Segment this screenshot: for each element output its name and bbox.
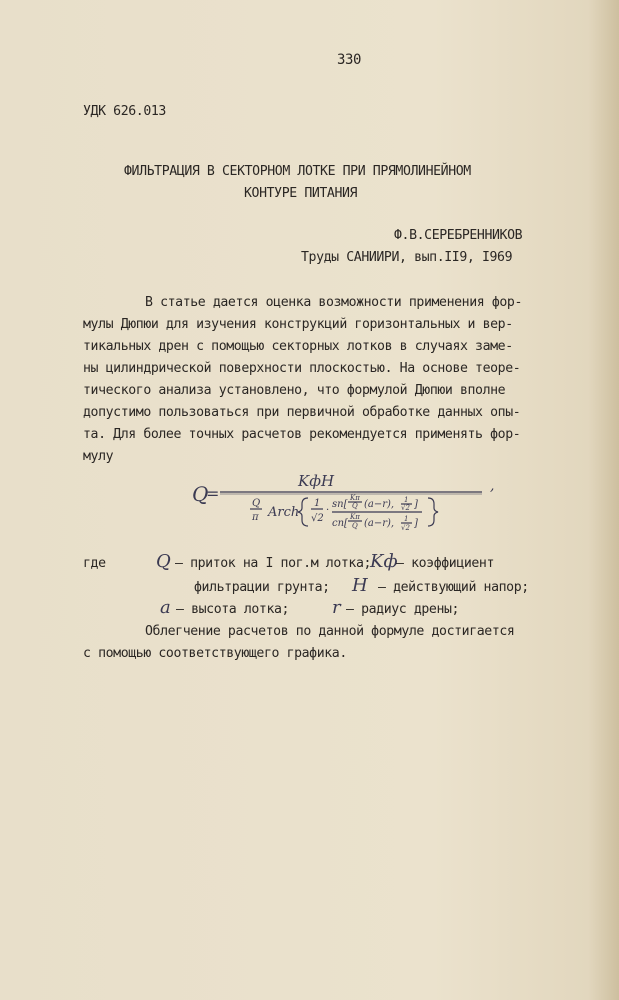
article-title-line-1: ФИЛЬТРАЦИЯ В СЕКТОРНОМ ЛОТКЕ ПРИ ПРЯМОЛИНЕЙНОМ [124, 164, 471, 179]
svg-text:=: = [206, 484, 220, 503]
abstract-line: мулы Дюпюи для изучения конструкций горизонтальных и вер- [83, 317, 513, 332]
definition-a: – высота лотка; [176, 602, 290, 617]
closing-line-2: с помощью соответствующего графика. [83, 646, 347, 661]
abstract-paragraph [83, 292, 593, 468]
dupuit-formula [190, 468, 510, 538]
page-number: 330 [337, 52, 362, 68]
svg-text:·: · [326, 505, 330, 516]
definition-h: – действующий напор; [378, 580, 529, 595]
svg-text:Kπ: Kπ [350, 494, 360, 502]
symbol-h: H [352, 575, 368, 596]
abstract-line: тического анализа установлено, что формулой Дюпюи вполне [83, 383, 506, 398]
article-title-line-2: КОНТУРЕ ПИТАНИЯ [244, 186, 358, 201]
svg-text:Q: Q [352, 522, 358, 530]
udc-code: УДК 626.013 [83, 104, 166, 119]
svg-text:Arch: Arch [268, 505, 300, 520]
abstract-line: мулу [83, 449, 114, 464]
svg-text:sn[: sn[ [332, 499, 348, 510]
svg-text:1: 1 [404, 496, 409, 504]
svg-text:(a−r),: (a−r), [364, 499, 395, 510]
formula-numerator: KфH [298, 472, 335, 490]
closing-line-1: Облегчение расчетов по данной формуле достигается [145, 624, 515, 639]
where-label: где [83, 556, 106, 571]
publication-source: Труды САНИИРИ, вып.II9, I969 [301, 250, 513, 265]
symbol-q: Q [156, 551, 171, 572]
formula-lhs: Q [192, 482, 209, 506]
svg-text:√2: √2 [311, 513, 324, 524]
abstract-line: тикальных дрен с помощью секторных лотков в случаях заме- [83, 339, 513, 354]
svg-text:Q: Q [352, 502, 358, 510]
svg-text:,: , [490, 478, 495, 494]
abstract-line: В статье дается оценка возможности применения фор- [145, 295, 522, 310]
abstract-line: допустимо пользоваться при первичной обработке данных опы- [83, 405, 521, 420]
svg-text:Q: Q [252, 498, 261, 509]
abstract-line: ны цилиндрической поверхности плоскостью. На основе теоре- [83, 361, 521, 376]
definition-q: – приток на I пог.м лотка; [175, 556, 372, 571]
svg-text:]: ] [414, 518, 418, 529]
svg-text:cn[: cn[ [332, 518, 348, 529]
svg-text:√2: √2 [401, 524, 410, 532]
svg-text:1: 1 [314, 498, 321, 509]
definition-r: – радиус дрены; [346, 602, 460, 617]
svg-text:(a−r),: (a−r), [364, 518, 395, 529]
svg-text:√2: √2 [401, 504, 410, 512]
author: Ф.В.СЕРЕБРЕННИКОВ [394, 228, 523, 243]
abstract-line: та. Для более точных расчетов рекомендуется применять фор- [83, 427, 521, 442]
svg-text:Kπ: Kπ [350, 513, 360, 521]
symbol-k: Kф [370, 551, 398, 572]
svg-text:]: ] [414, 499, 418, 510]
symbol-a: a [160, 597, 171, 618]
svg-text:1: 1 [404, 515, 409, 523]
definition-k-continued: фильтрации грунта; [194, 580, 330, 595]
definition-k: – коэффициент [396, 556, 495, 571]
symbol-r: r [332, 597, 341, 618]
svg-text:π: π [252, 512, 259, 523]
